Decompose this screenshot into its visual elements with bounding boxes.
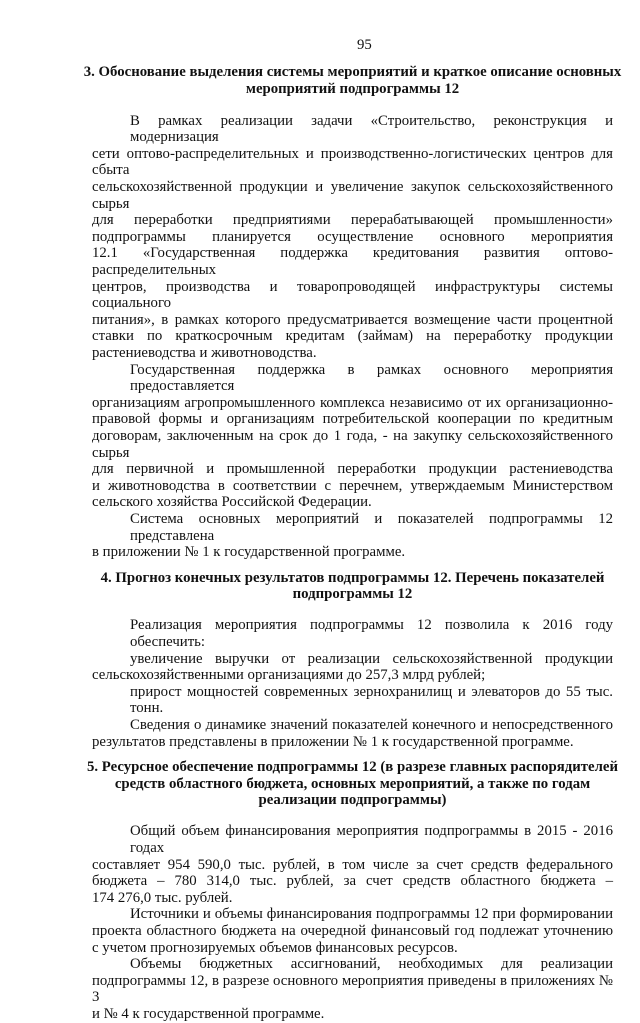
- paragraph: [92, 717, 613, 750]
- paragraph-line: ставки по краткосрочным кредитам (займам) на переработку продукции: [92, 328, 613, 345]
- paragraph-line: сельскохозяйственными организациями до 257,3 млрд рублей;: [92, 667, 486, 684]
- paragraph-line: для первичной и промышленной переработки продукции растениеводства: [92, 461, 613, 478]
- paragraph-line: подпрограммы планируется осуществление основного мероприятия: [92, 228, 613, 245]
- paragraph-line: для переработки предприятиями перерабатывающей промышленности»: [92, 212, 613, 229]
- paragraph-line: увеличение выручки от реализации сельскохозяйственной продукции: [130, 650, 613, 667]
- section-heading: [82, 759, 623, 809]
- paragraph-line: Система основных мероприятий и показателей подпрограммы 12 представлена: [130, 510, 613, 544]
- paragraph: [92, 823, 613, 906]
- page-number: 95: [357, 37, 372, 53]
- paragraph: [92, 906, 613, 956]
- heading-line: подпрограммы 12: [292, 586, 413, 603]
- paragraph-line: с учетом прогнозируемых объемов финансовых ресурсов.: [92, 939, 458, 956]
- paragraph: [92, 684, 613, 717]
- heading-line: 5. Ресурсное обеспечение подпрограммы 12 (в разрезе главных распорядителей: [86, 759, 619, 776]
- paragraph: [92, 113, 613, 362]
- paragraph-line: прирост мощностей современных зернохранилищ и элеваторов до 55 тыс. тонн.: [130, 683, 613, 717]
- paragraph-line: составляет 954 590,0 тыс. рублей, в том числе за счет средств федерального: [92, 856, 613, 873]
- paragraph-line: растениеводства и животноводства.: [92, 345, 317, 361]
- paragraph: [92, 956, 613, 1022]
- section-4: [92, 570, 613, 750]
- paragraph-line: Объемы бюджетных ассигнований, необходимых для реализации: [130, 956, 613, 973]
- section-heading: [82, 570, 623, 603]
- paragraph-line: сельскохозяйственной продукции и увеличение закупок сельскохозяйственного сырья: [92, 179, 613, 212]
- paragraph: [92, 362, 613, 511]
- paragraph-line: результатов представлены в приложении № 1 к государственной программе.: [92, 733, 574, 750]
- paragraph-line: в приложении № 1 к государственной программе.: [92, 544, 406, 561]
- paragraph-line: питания», в рамках которого предусматривается возмещение части процентной: [92, 311, 613, 328]
- section-heading: [82, 64, 623, 97]
- paragraph-line: сети оптово-распределительных и производственно-логистических центров для сбыта: [92, 145, 613, 179]
- paragraph-line: бюджета – 780 314,0 тыс. рублей, за счет средств областного бюджета –: [92, 873, 613, 890]
- paragraph: [92, 651, 613, 684]
- paragraph: [92, 511, 613, 561]
- paragraph-line: Государственная поддержка в рамках основного мероприятия предоставляется: [130, 361, 613, 395]
- paragraph-line: Источники и объемы финансирования подпрограммы 12 при формировании: [130, 906, 613, 923]
- paragraph-line: Реализация мероприятия подпрограммы 12 позволила к 2016 году обеспечить:: [130, 617, 613, 650]
- paragraph-line: и животноводства в соответствии с перечнем, утверждаемым Министерством: [92, 477, 613, 494]
- paragraph-line: центров, производства и товаропроводящей инфраструктуры системы социального: [92, 278, 613, 312]
- paragraph-line: сельского хозяйства Российской Федерации.: [92, 494, 372, 511]
- section-3: [83, 64, 622, 561]
- paragraph: [92, 617, 613, 650]
- paragraph-line: правовой формы и организациям потребительской кооперации по кредитным: [92, 411, 613, 428]
- paragraph-line: 174 276,0 тыс. рублей.: [92, 889, 233, 906]
- heading-line: реализации подпрограммы): [258, 792, 447, 809]
- heading-line: 3. Обоснование выделения системы мероприятий и краткое описание основных: [83, 64, 622, 80]
- paragraph-line: 12.1 «Государственная поддержка кредитования развития оптово-распределительных: [92, 245, 613, 279]
- page-content: [83, 64, 622, 1023]
- paragraph-line: договорам, заключенным на срок до 1 года, - на закупку сельскохозяйственного сырья: [92, 427, 613, 461]
- paragraph-line: проекта областного бюджета на очередной финансовый год подлежат уточнению: [92, 923, 613, 939]
- paragraph-line: Общий объем финансирования мероприятия подпрограммы в 2015 - 2016 годах: [130, 823, 613, 857]
- heading-line: 4. Прогноз конечных результатов подпрограммы 12. Перечень показателей: [100, 569, 605, 586]
- heading-line: средств областного бюджета, основных мероприятий, а также по годам: [114, 775, 591, 792]
- paragraph-line: В рамках реализации задачи «Строительство, реконструкция и модернизация: [130, 112, 613, 146]
- paragraph-line: подпрограммы 12, в разрезе основного мероприятия приведены в приложениях № 3: [92, 972, 613, 1006]
- paragraph-line: Сведения о динамике значений показателей конечного и непосредственного: [130, 716, 613, 733]
- paragraph-line: организациям агропромышленного комплекса независимо от их организационно-: [92, 394, 613, 411]
- heading-line: мероприятий подпрограммы 12: [245, 80, 460, 97]
- section-5: [86, 759, 619, 1022]
- paragraph-line: и № 4 к государственной программе.: [92, 1005, 325, 1022]
